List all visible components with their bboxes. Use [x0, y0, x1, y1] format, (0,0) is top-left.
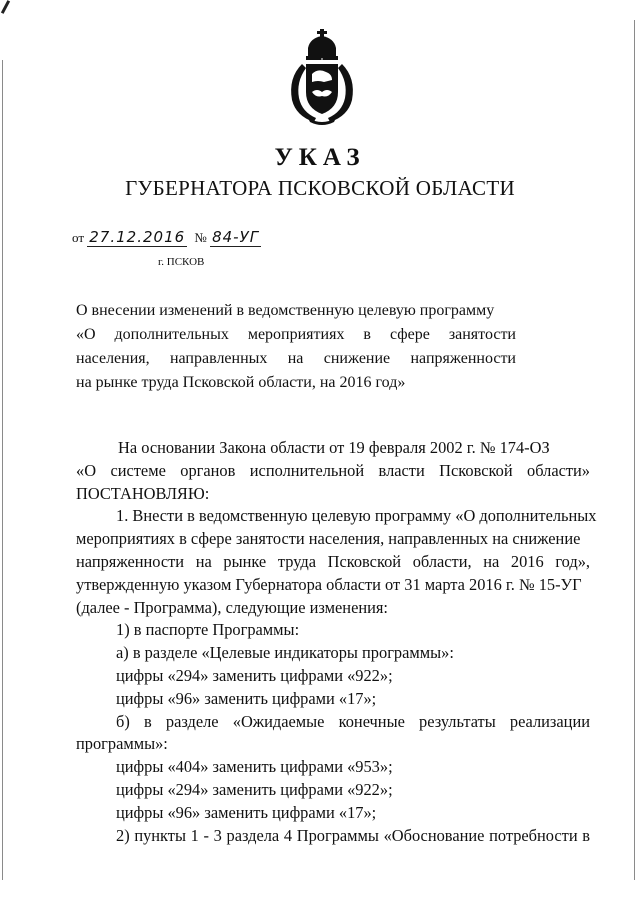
coat-of-arms-icon [284, 28, 360, 126]
body-line: цифры «294» заменить цифрами «922»; [116, 665, 393, 685]
subject-line: населения, направленных на снижение напряженности [76, 350, 516, 367]
body-line: программы»: [76, 734, 168, 754]
body-line: цифры «96» заменить цифрами «17»; [116, 802, 377, 822]
decree-body [76, 437, 597, 847]
body-line: «О системе органов исполнительной власти Псковской области» [76, 460, 590, 480]
body-line: 2) пункты 1 - 3 раздела 4 Программы «Обоснование потребности в [116, 825, 590, 845]
handwritten-number: 84-УГ [212, 228, 260, 246]
body-line: 1. Внести в ведомственную целевую программу «О дополнительных [116, 506, 597, 526]
number-prefix: № [194, 230, 207, 245]
body-line: напряженности на рынке труда Псковской области, на 2016 год», [76, 551, 590, 571]
city-label: г. ПСКОВ [158, 256, 205, 268]
body-line: цифры «294» заменить цифрами «922»; [116, 779, 393, 799]
body-line: утвержденную указом Губернатора области от 31 марта 2016 г. № 15-УГ [76, 574, 582, 594]
subject-line: О внесении изменений в ведомственную целевую программу [76, 302, 495, 319]
body-line: цифры «96» заменить цифрами «17»; [116, 688, 377, 708]
handwritten-date: 27.12.2016 [89, 228, 186, 246]
document-type-title: УКАЗ [274, 144, 366, 171]
body-line: 1) в паспорте Программы: [116, 620, 300, 640]
issuer-title: ГУБЕРНАТОРА ПСКОВСКОЙ ОБЛАСТИ [125, 176, 515, 200]
body-line: (далее - Программа), следующие изменения: [76, 597, 388, 617]
body-line: цифры «404» заменить цифрами «953»; [116, 757, 393, 777]
body-line: ПОСТАНОВЛЯЮ: [76, 483, 210, 503]
subject-line: «О дополнительных мероприятиях в сфере занятости [76, 326, 516, 343]
body-line: а) в разделе «Целевые индикаторы программы»: [116, 643, 454, 663]
date-prefix: от [72, 230, 85, 245]
subject-line: на рынке труда Псковской области, на 2016 год» [76, 374, 406, 391]
body-line: мероприятиях в сфере занятости населения, направленных на снижение [76, 529, 581, 549]
dateline [72, 228, 261, 250]
scan-pen-mark [1, 0, 10, 14]
body-line: б) в разделе «Ожидаемые конечные результаты реализации [116, 711, 590, 731]
body-line: На основании Закона области от 19 февраля 2002 г. № 174-ОЗ [118, 438, 550, 457]
decree-subject [76, 299, 516, 395]
